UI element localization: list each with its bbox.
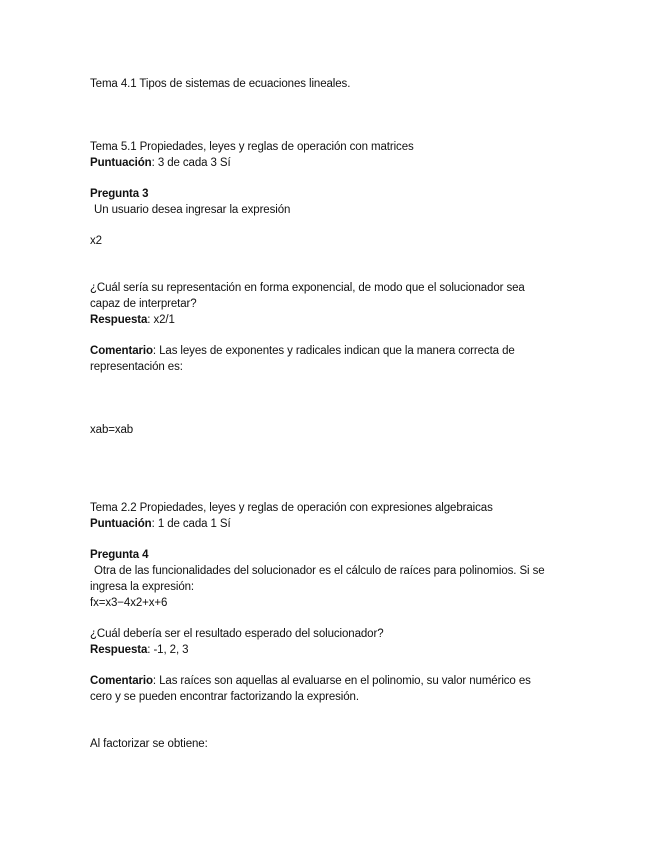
- question-prompt: ¿Cuál debería ser el resultado esperado del solucionador?: [90, 628, 384, 640]
- question-label: Pregunta 3: [90, 188, 149, 200]
- score-label: Puntuación: [90, 518, 152, 530]
- comment-label: Comentario: [90, 675, 153, 687]
- comment-label: Comentario: [90, 345, 153, 357]
- formula: xab=xab: [90, 424, 134, 436]
- topic-heading-2-2: Tema 2.2 Propiedades, leyes y reglas de operación con expresiones algebraicas: [90, 502, 493, 514]
- comment-line: [90, 343, 552, 375]
- comment-text: : Las leyes de exponentes y radicales indican que la manera correcta de representación es:: [90, 345, 515, 373]
- expression: fx=x3−4x2+x+6: [90, 597, 168, 609]
- score-value: : 1 de cada 1 Sí: [151, 518, 231, 530]
- expression: x2: [90, 235, 102, 247]
- answer-label: Respuesta: [90, 644, 148, 656]
- question-prompt: ¿Cuál sería su representación en forma exponencial, de modo que el solucionador sea capaz de interpretar?: [90, 282, 525, 310]
- answer-value: : -1, 2, 3: [147, 644, 189, 656]
- answer-line: [90, 642, 560, 658]
- comment-text: : Las raíces son aquellas al evaluarse en el polinomio, su valor numérico es cero y se pueden encontrar factorizando la expresión.: [90, 675, 531, 703]
- topic-heading-4-1: Tema 4.1 Tipos de sistemas de ecuaciones lineales.: [90, 78, 351, 90]
- score-value: : 3 de cada 3 Sí: [151, 157, 231, 169]
- score-line: [90, 155, 560, 171]
- question-text-content: Otra de las funcionalidades del solucionador es el cálculo de raíces para polinomios. Si se ingresa la expresión:: [90, 565, 545, 593]
- question-label: Pregunta 4: [90, 549, 149, 561]
- closing-text: Al factorizar se obtiene:: [90, 738, 208, 750]
- answer-line: [90, 312, 560, 328]
- score-line: [90, 516, 560, 532]
- comment-line: [90, 673, 552, 705]
- question-text: [90, 563, 552, 595]
- answer-value: : x2/1: [147, 314, 175, 326]
- topic-heading-5-1: Tema 5.1 Propiedades, leyes y reglas de operación con matrices: [90, 141, 414, 153]
- question-text: Un usuario desea ingresar la expresión: [94, 204, 291, 216]
- score-label: Puntuación: [90, 157, 152, 169]
- answer-label: Respuesta: [90, 314, 148, 326]
